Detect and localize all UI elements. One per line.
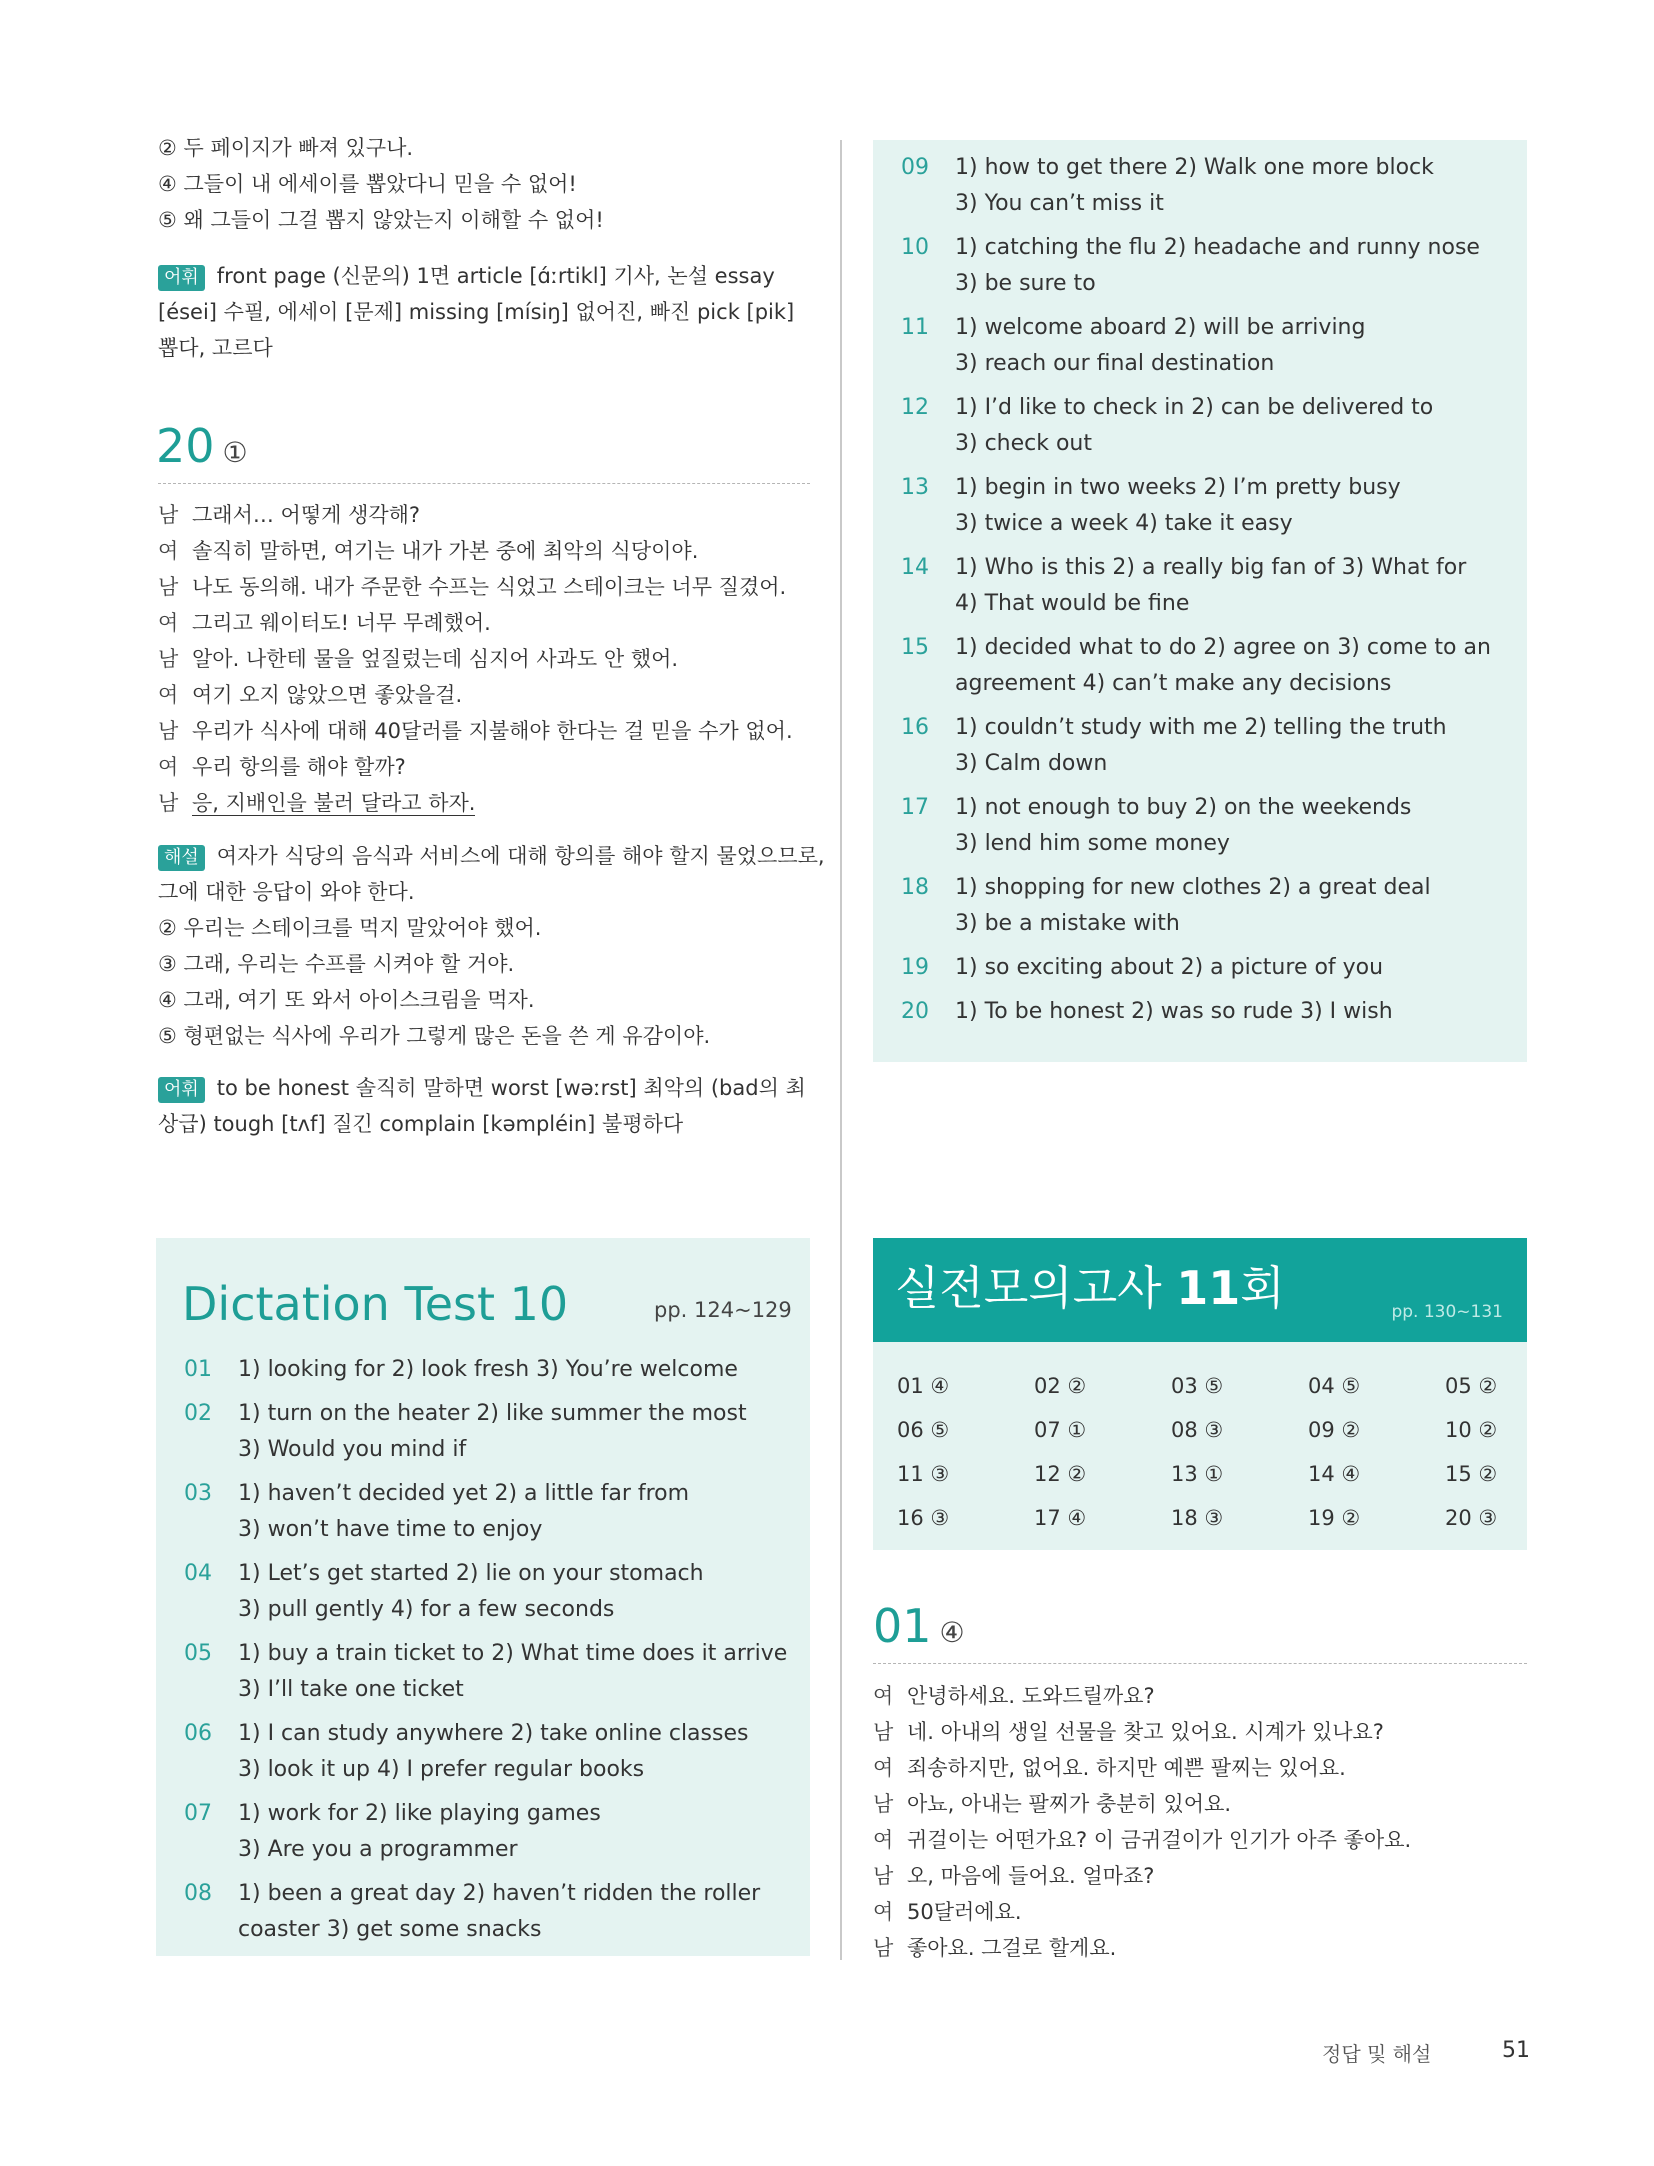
item-answer-line: 1) I’d like to check in 2) can be delivered to — [955, 395, 1434, 420]
item-answer-line: 1) been a great day 2) haven’t ridden the roller — [238, 1881, 761, 1906]
dictation-item — [184, 1396, 804, 1468]
dialog-line: 남 그래서… 어떻게 생각해? — [158, 497, 793, 533]
dialog-line: 여 우리 항의를 해야 할까? — [158, 749, 793, 785]
speaker: 여 — [158, 611, 179, 635]
speaker: 여 — [873, 1900, 894, 1924]
speaker: 남 — [873, 1720, 894, 1744]
item-number: 16 — [901, 715, 929, 740]
answer-cell: 04 ⑤ — [1308, 1374, 1361, 1398]
explain-line: ② 우리는 스테이크를 먹지 말았어야 했어. — [158, 916, 542, 940]
left-top-choices — [158, 130, 604, 238]
choice-line: ② 두 페이지가 빠져 있구나. — [158, 136, 414, 160]
item-answer-line: 3) You can’t miss it — [955, 191, 1164, 216]
explanation-20: 해설 여자가 식당의 음식과 서비스에 대해 항의를 해야 할지 물었으므로, 그에 대한 응답이 와야 한다. ② 우리는 스테이크를 먹지 말았어야 했어. ③ 그래, 우리는 수프를 시켜야 할 거야. ④ 그래, 여기 또 와서 아이스크림을 먹자. ⑤ 형편없는 식사에 우리가 그렇게 많은 돈을 쓴 게 유감이야. — [158, 838, 818, 1054]
dialog-line: 남 좋아요. 그걸로 할게요. — [873, 1930, 1411, 1966]
item-number: 17 — [901, 795, 929, 820]
dictation-item — [184, 1796, 804, 1868]
item-answer-line: 1) welcome aboard 2) will be arriving — [955, 315, 1366, 340]
item-answer-line: 3) Calm down — [955, 751, 1108, 776]
choice-line: ⑤ 왜 그들이 그걸 뽑지 않았는지 이해할 수 없어! — [158, 208, 604, 232]
item-answer-line: 3) pull gently 4) for a few seconds — [238, 1597, 615, 1622]
dialog-line: 남 오, 마음에 들어요. 얼마죠? — [873, 1858, 1411, 1894]
mock-answer-grid — [873, 1342, 1527, 1550]
item-answer-line: 1) buy a train ticket to 2) What time does it arrive — [238, 1641, 788, 1666]
dialog-line: 여 안녕하세요. 도와드릴까요? — [873, 1678, 1411, 1714]
item-number: 13 — [901, 475, 929, 500]
dictation-item — [901, 550, 1521, 622]
dialog-line: 여 솔직히 말하면, 여기는 내가 가본 중에 최악의 식당이야. — [158, 533, 793, 569]
column-divider — [840, 140, 842, 1960]
vocab-line: 상급) tough [tʌf] 질긴 complain [kəmpléin] 불평하다 — [158, 1112, 684, 1136]
dictation-item — [901, 150, 1521, 222]
dictation-item — [184, 1556, 804, 1628]
item-answer-line: 1) haven’t decided yet 2) a little far from — [238, 1481, 690, 1506]
mock-test-title: 실전모의고사 11회 — [895, 1261, 1285, 1315]
item-answer-line: 1) To be honest 2) was so rude 3) I wish — [955, 999, 1393, 1024]
explain-tag: 해설 — [158, 845, 205, 871]
item-answer-line: 3) Are you a programmer — [238, 1837, 518, 1862]
answer-cell: 08 ③ — [1171, 1418, 1224, 1442]
mock-test-pages: pp. 130~131 — [1391, 1302, 1503, 1322]
speaker: 남 — [873, 1936, 894, 1960]
question-01-heading — [873, 1598, 965, 1665]
item-answer-line: 3) twice a week 4) take it easy — [955, 511, 1293, 536]
answer-cell: 12 ② — [1034, 1462, 1087, 1486]
dictation-pages: pp. 124~129 — [654, 1298, 792, 1322]
item-answer-line: 4) That would be fine — [955, 591, 1190, 616]
item-number: 03 — [184, 1481, 212, 1506]
answer-cell: 01 ④ — [897, 1374, 950, 1398]
item-answer-line: 1) shopping for new clothes 2) a great deal — [955, 875, 1431, 900]
question-answer: ④ — [939, 1616, 965, 1649]
answer-cell: 16 ③ — [897, 1506, 950, 1530]
item-answer-line: 1) decided what to do 2) agree on 3) come to an — [955, 635, 1491, 660]
answer-cell: 05 ② — [1445, 1374, 1498, 1398]
question-number: 20 — [156, 419, 215, 473]
answer-cell: 10 ② — [1445, 1418, 1498, 1442]
answer-cell: 02 ② — [1034, 1374, 1087, 1398]
item-answer-line: 1) Who is this 2) a really big fan of 3) What for — [955, 555, 1467, 580]
vocab-tag: 어휘 — [158, 1077, 205, 1103]
item-answer-line: 1) how to get there 2) Walk one more block — [955, 155, 1434, 180]
item-answer-line: 3) check out — [955, 431, 1093, 456]
item-number: 07 — [184, 1801, 212, 1826]
vocab-line: 뽑다, 고르다 — [158, 336, 273, 360]
dictation-item — [901, 950, 1521, 986]
answer-cell: 18 ③ — [1171, 1506, 1224, 1530]
item-number: 10 — [901, 235, 929, 260]
item-number: 09 — [901, 155, 929, 180]
dictation-item — [901, 710, 1521, 782]
vocab-line: front page (신문의) 1면 article [ɑ́ːrtikl] 기사, 논설 essay — [216, 264, 775, 288]
answer-cell: 07 ① — [1034, 1418, 1087, 1442]
item-answer-line: 3) Would you mind if — [238, 1437, 467, 1462]
dashed-separator — [158, 483, 810, 484]
answer-cell: 19 ② — [1308, 1506, 1361, 1530]
item-answer-line: 3) be a mistake with — [955, 911, 1180, 936]
dialog-line: 남 우리가 식사에 대해 40달러를 지불해야 한다는 걸 믿을 수가 없어. — [158, 713, 793, 749]
item-number: 04 — [184, 1561, 212, 1586]
explain-line: ③ 그래, 우리는 수프를 시켜야 할 거야. — [158, 952, 515, 976]
item-answer-line: 1) Let’s get started 2) lie on your stomach — [238, 1561, 704, 1586]
item-number: 11 — [901, 315, 929, 340]
dialog-line: 여 그리고 웨이터도! 너무 무례했어. — [158, 605, 793, 641]
item-answer-line: 3) won’t have time to enjoy — [238, 1517, 543, 1542]
speaker: 여 — [873, 1828, 894, 1852]
speaker: 남 — [873, 1864, 894, 1888]
dialog-line: 남 알아. 나한테 물을 엎질렀는데 심지어 사과도 안 했어. — [158, 641, 793, 677]
question-20-heading — [156, 418, 248, 485]
answer-cell: 06 ⑤ — [897, 1418, 950, 1442]
item-answer-line: 3) be sure to — [955, 271, 1096, 296]
speaker: 남 — [158, 575, 179, 599]
dialog-line: 여 귀걸이는 어떤가요? 이 금귀걸이가 인기가 아주 좋아요. — [873, 1822, 1411, 1858]
dialog-line: 여 죄송하지만, 없어요. 하지만 예쁜 팔찌는 있어요. — [873, 1750, 1411, 1786]
dialog-line: 남 나도 동의해. 내가 주문한 수프는 식었고 스테이크는 너무 질겼어. — [158, 569, 793, 605]
answer-underlined: 응, 지배인을 불러 달라고 하자. — [192, 791, 476, 815]
item-number: 18 — [901, 875, 929, 900]
item-answer-line: agreement 4) can’t make any decisions — [955, 671, 1392, 696]
question-number: 01 — [873, 1599, 932, 1653]
item-number: 12 — [901, 395, 929, 420]
explain-line: ⑤ 형편없는 식사에 우리가 그렇게 많은 돈을 쓴 게 유감이야. — [158, 1024, 711, 1048]
item-answer-line: 1) work for 2) like playing games — [238, 1801, 601, 1826]
answer-cell: 03 ⑤ — [1171, 1374, 1224, 1398]
dictation-cont-panel — [873, 140, 1527, 1062]
item-answer-line: coaster 3) get some snacks — [238, 1917, 542, 1942]
item-answer-line: 3) look it up 4) I prefer regular books — [238, 1757, 645, 1782]
item-number: 14 — [901, 555, 929, 580]
explain-line: ④ 그래, 여기 또 와서 아이스크림을 먹자. — [158, 988, 535, 1012]
answer-cell: 13 ① — [1171, 1462, 1224, 1486]
dictation-item — [901, 870, 1521, 942]
item-number: 01 — [184, 1357, 212, 1382]
item-number: 08 — [184, 1881, 212, 1906]
item-number: 15 — [901, 635, 929, 660]
dashed-separator — [873, 1663, 1527, 1664]
dictation-item — [901, 230, 1521, 302]
item-answer-line: 1) turn on the heater 2) like summer the most — [238, 1401, 747, 1426]
choice-line: ④ 그들이 내 에세이를 뽑았다니 믿을 수 없어! — [158, 172, 577, 196]
dictation-item — [184, 1352, 804, 1388]
speaker: 여 — [158, 755, 179, 779]
dialog-line: 남 아뇨, 아내는 팔찌가 충분히 있어요. — [873, 1786, 1411, 1822]
vocab-tag: 어휘 — [158, 265, 205, 291]
dictation-item — [901, 994, 1521, 1030]
footer-label: 정답 및 해설 — [1322, 2042, 1432, 2066]
speaker: 남 — [158, 719, 179, 743]
item-answer-line: 1) looking for 2) look fresh 3) You’re welcome — [238, 1357, 738, 1382]
dialog-20 — [158, 497, 793, 821]
speaker: 여 — [873, 1756, 894, 1780]
item-answer-line: 1) couldn’t study with me 2) telling the truth — [955, 715, 1447, 740]
page-number: 51 — [1502, 2038, 1530, 2063]
answer-cell: 11 ③ — [897, 1462, 950, 1486]
item-number: 20 — [901, 999, 929, 1024]
speaker: 남 — [158, 503, 179, 527]
dictation-item — [184, 1476, 804, 1548]
dialog-line: 여 여기 오지 않았으면 좋았을걸. — [158, 677, 793, 713]
answer-cell: 17 ④ — [1034, 1506, 1087, 1530]
dictation-item — [184, 1716, 804, 1788]
explain-line: 그에 대한 응답이 와야 한다. — [158, 880, 415, 904]
dialog-01 — [873, 1678, 1411, 1966]
answer-grid — [873, 1342, 1527, 1550]
dictation-title: Dictation Test 10 — [182, 1277, 569, 1331]
answer-cell: 15 ② — [1445, 1462, 1498, 1486]
answer-cell: 14 ④ — [1308, 1462, 1361, 1486]
answer-cell: 09 ② — [1308, 1418, 1361, 1442]
item-number: 06 — [184, 1721, 212, 1746]
speaker: 여 — [158, 539, 179, 563]
vocab-block-19 — [158, 258, 818, 366]
dictation-item — [901, 310, 1521, 382]
item-answer-line: 1) not enough to buy 2) on the weekends — [955, 795, 1412, 820]
item-answer-line: 1) begin in two weeks 2) I’m pretty busy — [955, 475, 1401, 500]
speaker: 여 — [158, 683, 179, 707]
item-answer-line: 3) I’ll take one ticket — [238, 1677, 464, 1702]
dialog-line: 여 50달러에요. — [873, 1894, 1411, 1930]
question-answer: ① — [222, 436, 248, 469]
item-answer-line: 3) reach our final destination — [955, 351, 1275, 376]
dictation-item — [184, 1636, 804, 1708]
dictation-item — [184, 1876, 804, 1948]
speaker: 여 — [873, 1684, 894, 1708]
item-number: 02 — [184, 1401, 212, 1426]
item-number: 05 — [184, 1641, 212, 1666]
dictation-item — [901, 790, 1521, 862]
speaker: 남 — [873, 1792, 894, 1816]
dictation-item — [901, 390, 1521, 462]
item-number: 19 — [901, 955, 929, 980]
vocab-line: [ései] 수필, 에세이 [문제] missing [mísiŋ] 없어진, 빠진 pick [pik] — [158, 300, 795, 324]
speaker: 남 — [158, 791, 179, 815]
dictation-item — [901, 630, 1521, 702]
item-answer-line: 1) so exciting about 2) a picture of you — [955, 955, 1384, 980]
dialog-line — [158, 785, 793, 821]
item-answer-line: 1) I can study anywhere 2) take online classes — [238, 1721, 749, 1746]
vocab-block-20: 어휘 to be honest 솔직히 말하면 worst [wəːrst] 최악의 (bad의 최 상급) tough [tʌf] 질긴 complain [kəmpléin] 불평하다 — [158, 1070, 818, 1142]
speaker: 남 — [158, 647, 179, 671]
dictation-panel — [156, 1238, 810, 1956]
answer-cell: 20 ③ — [1445, 1506, 1498, 1530]
mock-test-header — [873, 1238, 1527, 1342]
dialog-line: 남 네. 아내의 생일 선물을 찾고 있어요. 시계가 있나요? — [873, 1714, 1411, 1750]
item-answer-line: 3) lend him some money — [955, 831, 1230, 856]
item-answer-line: 1) catching the flu 2) headache and runny nose — [955, 235, 1480, 260]
dictation-item — [901, 470, 1521, 542]
